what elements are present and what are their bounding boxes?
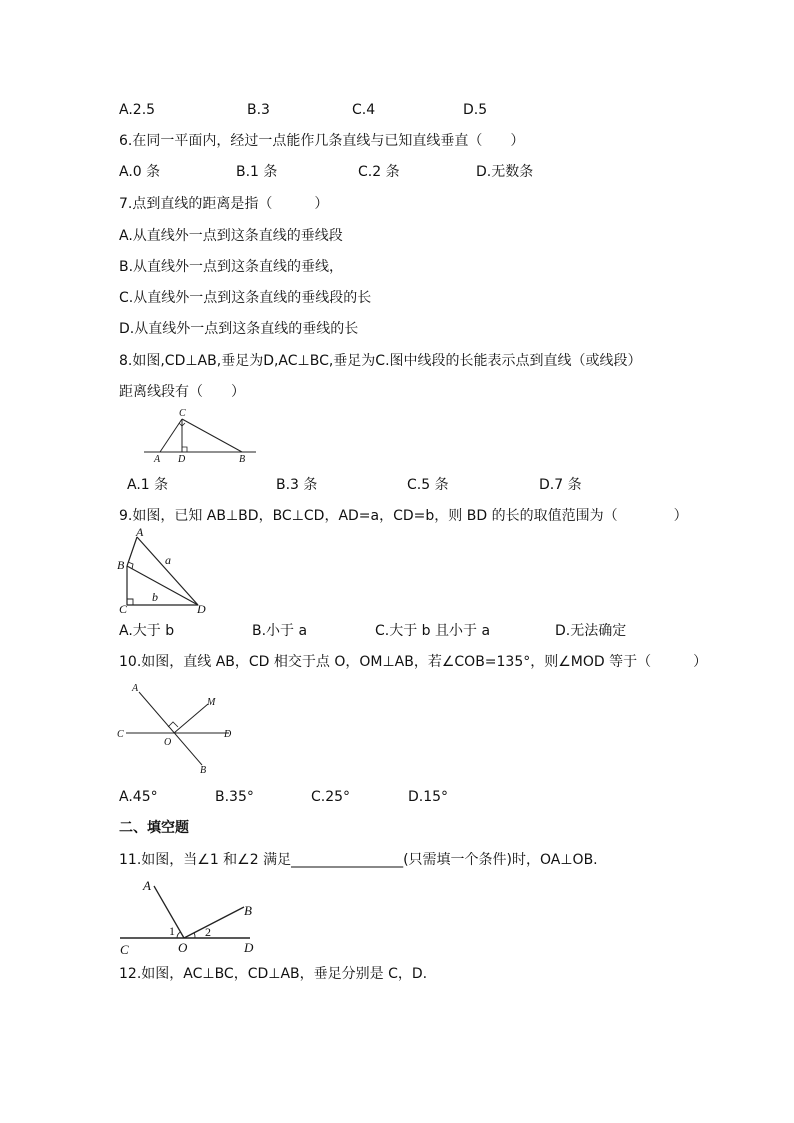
q8-option-c: C.5 条: [407, 477, 449, 493]
q9-right-angle-c: [127, 599, 133, 605]
q9-label-b-length: b: [152, 590, 158, 604]
q8-option-b: B.3 条: [276, 477, 318, 493]
q8-label-a: A: [154, 454, 161, 465]
q10-label-c: C: [117, 729, 124, 740]
q6-option-a: A.0 条: [119, 164, 161, 180]
q8-label-c: C: [179, 408, 186, 419]
q5-option-b: B.3: [247, 102, 270, 118]
q8-figure: [140, 407, 260, 465]
q9-label-a: A: [136, 528, 144, 539]
q5-option-a: A.2.5: [119, 102, 156, 118]
q10-label-d: D: [224, 729, 232, 740]
q11-label-angle-2: 2: [205, 925, 211, 939]
q5-option-c: C.4: [352, 102, 376, 118]
q10-label-b: B: [200, 765, 207, 776]
q11-label-b: B: [244, 903, 252, 918]
q11-angle1-arc: [177, 932, 181, 938]
q6-option-c: C.2 条: [358, 164, 400, 180]
q9-option-c: C.大于 b 且小于 a: [375, 623, 491, 639]
q10-label-m: M: [207, 697, 216, 708]
q10-right-angle: [168, 722, 178, 727]
q10-option-c: C.25°: [311, 789, 351, 805]
q6-stem: 6.在同一平面内，经过一点能作几条直线与已知直线垂直（ ）: [119, 133, 525, 149]
q11-label-o: O: [178, 940, 188, 955]
q9-segment-ad: [137, 537, 198, 605]
q9-label-d: D: [197, 602, 206, 616]
q8-stem-line1: 8.如图,CD⊥AB,垂足为D,AC⊥BC,垂足为C.图中线段的长能表示点到直线（或线段）: [119, 353, 642, 369]
q8-stem-line2: 距离线段有（ ）: [119, 384, 245, 400]
q7-option-a: A.从直线外一点到这条直线的垂线段: [119, 228, 343, 244]
q11-angle2-arc: [194, 933, 195, 939]
q10-figure: [114, 680, 239, 776]
q8-option-a: A.1 条: [127, 477, 169, 493]
q11-stem: 11.如图，当∠1 和∠2 满足________________(只需填一个条件)时，OA⊥OB.: [119, 852, 598, 868]
q10-ray-om: [174, 704, 208, 733]
q11-label-c: C: [120, 942, 129, 956]
q9-label-c: C: [119, 602, 128, 616]
q7-option-b: B.从直线外一点到这条直线的垂线，: [119, 259, 344, 275]
q11-ray-ob: [184, 907, 244, 938]
q9-segment-bd: [127, 566, 198, 605]
q10-label-o: O: [164, 737, 172, 748]
q6-option-d: D.无数条: [476, 164, 534, 180]
q11-label-d: D: [244, 940, 254, 955]
q5-option-d: D.5: [463, 102, 488, 118]
q9-segment-ab: [127, 537, 137, 566]
q11-label-angle-1: 1: [169, 924, 175, 938]
q11-figure: [114, 872, 259, 956]
q9-option-d: D.无法确定: [555, 623, 627, 639]
q8-right-angle-d: [182, 447, 187, 452]
q10-option-a: A.45°: [119, 789, 158, 805]
q6-option-b: B.1 条: [236, 164, 278, 180]
q11-label-a: A: [143, 878, 151, 893]
q10-label-a: A: [132, 683, 139, 694]
q8-label-b: B: [239, 454, 246, 465]
q9-option-a: A.大于 b: [119, 623, 175, 639]
q9-stem: 9.如图，已知 AB⊥BD，BC⊥CD，AD=a，CD=b，则 BD 的长的取值范围为（ ）: [119, 508, 688, 524]
q8-segment-ac: [160, 419, 182, 452]
q8-label-d: D: [178, 454, 186, 465]
q10-line-ab: [139, 692, 202, 765]
q9-option-b: B.小于 a: [252, 623, 308, 639]
q7-stem: 7.点到直线的距离是指（ ）: [119, 196, 329, 212]
section-title-fill-in: 二、填空题: [119, 820, 189, 836]
q10-option-b: B.35°: [215, 789, 254, 805]
q9-figure: [114, 528, 214, 616]
q7-option-c: C.从直线外一点到这条直线的垂线段的长: [119, 290, 372, 306]
q7-option-d: D.从直线外一点到这条直线的垂线的长: [119, 321, 359, 337]
q8-option-d: D.7 条: [539, 477, 582, 493]
q9-label-b: B: [117, 558, 125, 572]
q8-segment-cb: [182, 419, 242, 452]
q10-stem: 10.如图，直线 AB，CD 相交于点 O，OM⊥AB，若∠COB=135°，则∠MOD 等于（ ）: [119, 654, 708, 670]
q12-stem: 12.如图，AC⊥BC，CD⊥AB，垂足分别是 C，D.: [119, 966, 428, 982]
q10-option-d: D.15°: [408, 789, 449, 805]
q9-label-a-length: a: [165, 553, 171, 567]
